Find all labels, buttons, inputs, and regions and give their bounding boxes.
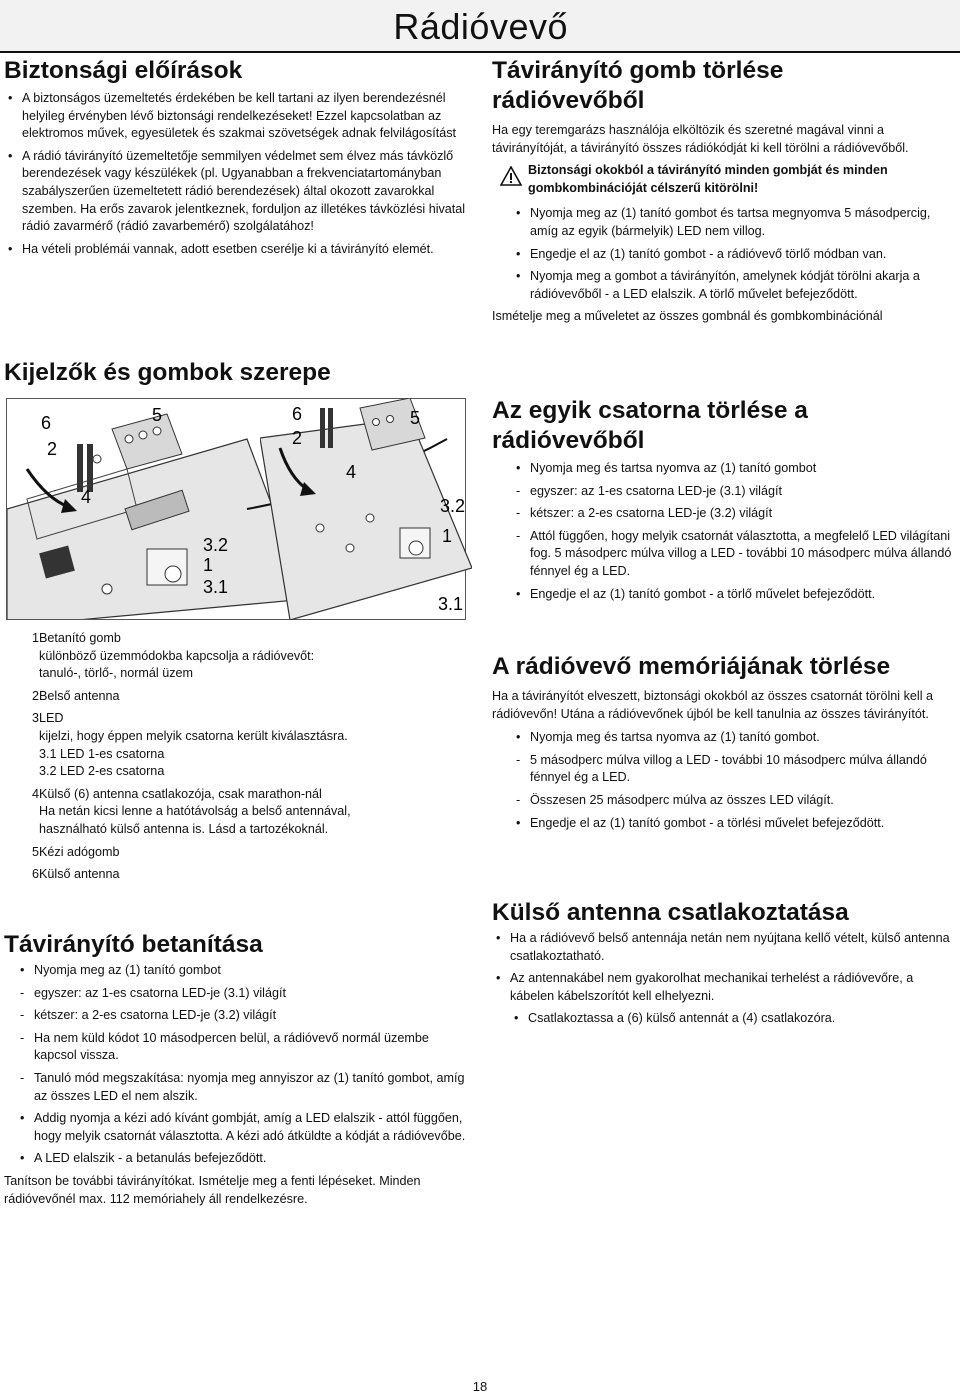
list-item: • A biztonságos üzemeltetés érdekében be kell tartani az ilyen berendezésnél helyileg érvényben lévő biztonsági rendelkezéseket! Ezzel kapcsolatban az elektromos művek, egyesületek és szakmai szövetségek adnak felvilágosítást bbox=[4, 90, 474, 143]
list-item: - kétszer: a 2-es csatorna LED-je (3.2) világít bbox=[512, 505, 958, 523]
list-item: • Az antennakábel nem gyakorolhat mechanikai terhelést a rádióvevőre, a kábelen kábelszorítót kell elhelyezni. bbox=[492, 970, 958, 1005]
list-item: • A rádió távirányító üzemeltetője semmilyen védelmet sem élvez más távközlő berendezések vagy készülékek (pl. Ugyanabban a frekvenciatartományban szabályszerűen üzemeltetett rádió berendezések) által okozott zavarokkal szemben. Ha erős zavarok jelentkeznek, forduljon az illetékes távközlési hivatal rádió zavarmérő (rádió zavarbemérő) szolgálatához! bbox=[4, 148, 474, 236]
list-item: • Nyomja meg és tartsa nyomva az (1) tanító gombot. bbox=[512, 729, 958, 747]
list-item: • Nyomja meg és tartsa nyomva az (1) tanító gombot bbox=[512, 460, 958, 478]
legend-row: 2 Belső antenna bbox=[32, 688, 120, 703]
list-item: - Tanuló mód megszakítása: nyomja meg annyiszor az (1) tanító gombot, amíg az összes LED el nem alszik. bbox=[16, 1070, 474, 1105]
page-title: Rádióvevő bbox=[393, 6, 568, 47]
channel-delete-title: Az egyik csatorna törlése a rádióvevőből bbox=[492, 397, 808, 454]
list-item: • Nyomja meg az (1) tanító gombot és tartsa megnyomva 5 másodpercig, amíg az egyik (bármelyik) LED nem villog. bbox=[512, 205, 958, 240]
teach-title: Távirányító betanítása bbox=[4, 931, 263, 958]
list-item: - egyszer: az 1-es csatorna LED-je (3.1) világít bbox=[16, 985, 474, 1003]
list-item: - Összesen 25 másodperc múlva az összes LED világít. bbox=[512, 792, 958, 810]
antenna-title: Külső antenna csatlakoztatása bbox=[492, 899, 849, 926]
list-item: • Csatlakoztassa a (6) külső antennát a (4) csatlakozóra. bbox=[510, 1010, 958, 1028]
list-item: • Ha a rádióvevő belső antennája netán nem nyújtana kellő vételt, külső antenna csatlakoztatható. bbox=[492, 930, 958, 965]
displays-title: Kijelzők és gombok szerepe bbox=[4, 359, 331, 386]
list-item: • Ha vételi problémái vannak, adott esetben cserélje ki a távirányító elemét. bbox=[4, 241, 474, 259]
label-3-1: 3.1 bbox=[438, 594, 464, 614]
safety-list bbox=[4, 90, 474, 258]
list-item: • Engedje el az (1) tanító gombot - a törlő művelet befejeződött. bbox=[512, 586, 958, 604]
warning-icon bbox=[500, 166, 522, 186]
page-number: 18 bbox=[472, 1379, 488, 1393]
label-3-2: 3.2 bbox=[440, 496, 466, 516]
label-3-2: 3.2 bbox=[203, 535, 229, 555]
teach-section bbox=[4, 930, 474, 1208]
label-1: 1 bbox=[442, 526, 453, 546]
label-6: 6 bbox=[292, 404, 303, 424]
remote-delete-footer: Ismételje meg a műveletet az összes gombnál és gombkombinációnál bbox=[492, 309, 883, 324]
label-5: 5 bbox=[410, 408, 421, 428]
label-2: 2 bbox=[47, 439, 58, 459]
legend-row: 3 LED kijelzi, hogy éppen melyik csatorna került kiválasztásra. 3.1 LED 1-es csatorna 3.2 LED 2-es csatorna bbox=[32, 711, 348, 779]
label-4: 4 bbox=[346, 462, 357, 482]
remote-delete-section bbox=[492, 56, 958, 326]
list-item: - egyszer: az 1-es csatorna LED-je (3.1) világít bbox=[512, 483, 958, 501]
receiver-figure-right bbox=[260, 398, 472, 620]
header-divider bbox=[0, 51, 960, 53]
safety-title: Biztonsági előírások bbox=[4, 57, 243, 84]
antenna-section bbox=[492, 898, 958, 1033]
memory-delete-title: A rádióvevő memóriájának törlése bbox=[492, 653, 891, 680]
label-4: 4 bbox=[81, 487, 92, 507]
label-6: 6 bbox=[41, 413, 52, 433]
label-3-1: 3.1 bbox=[203, 577, 229, 597]
remote-delete-title: Távirányító gomb törlése rádióvevőből bbox=[492, 57, 784, 114]
list-item: - kétszer: a 2-es csatorna LED-je (3.2) világít bbox=[16, 1007, 474, 1025]
legend-row: 5 Kézi adógomb bbox=[32, 844, 120, 859]
memory-delete-section bbox=[492, 652, 958, 837]
warning-text: Biztonsági okokból a távirányító minden gombját és minden gombkombinációját célszerű kitörölni! bbox=[528, 163, 888, 195]
label-1: 1 bbox=[203, 555, 214, 575]
channel-delete-list bbox=[512, 460, 958, 603]
list-item: • Engedje el az (1) tanító gombot - a törlési művelet befejeződött. bbox=[512, 815, 958, 833]
list-item: - Attól függően, hogy melyik csatornát választotta, a megfelelő LED világítani fog. 5 másodperc múlva villog a LED - további 10 másodperc múlva állandó fénnyel ég a LED. bbox=[512, 528, 958, 581]
memory-delete-list bbox=[512, 729, 958, 832]
displays-section bbox=[4, 358, 474, 388]
remote-delete-list bbox=[512, 205, 958, 303]
legend-row: 6 Külső antenna bbox=[32, 867, 120, 882]
antenna-list bbox=[492, 930, 958, 1028]
legend-row: 1 Betanító gomb különböző üzemmódokba kapcsolja a rádióvevőt: tanuló-, törlő-, normál üzem bbox=[32, 631, 315, 681]
safety-section bbox=[4, 56, 474, 263]
legend-row: 4 Külső (6) antenna csatlakozója, csak marathon-nál Ha netán kicsi lenne a hatótávolság a belső antennával, használható külső antenna is. Lásd a tartozékoknál. bbox=[32, 786, 351, 836]
channel-delete-section bbox=[492, 396, 958, 608]
memory-delete-intro: Ha a távirányítót elveszett, biztonsági okokból az összes csatornát törölni kell a rádióvevőn! Utána a rádióvevőnek újból be kell tanulnia az összes távirányítót. bbox=[492, 689, 934, 721]
list-item: - Ha nem küld kódot 10 másodpercen belül, a rádióvevő normál üzembe kapcsol vissza. bbox=[16, 1030, 474, 1065]
list-item: - 5 másodperc múlva villog a LED - további 10 másodperc múlva állandó fénnyel ég a LED. bbox=[512, 752, 958, 787]
legend bbox=[0, 630, 470, 889]
warning-block bbox=[492, 162, 932, 197]
list-item: • Addig nyomja a kézi adó kívánt gombját, amíg a LED elalszik - attól függően, hogy melyik csatornát választotta. A kézi adó átküldte a kódját a rádióvevőbe. bbox=[16, 1110, 474, 1145]
list-item: • A LED elalszik - a betanulás befejeződött. bbox=[16, 1150, 474, 1168]
remote-delete-intro: Ha egy teremgarázs használója elköltözik és szeretné magával vinni a távirányítóját, a távirányító összes rádiókódját ki kell törölni a rádióvevőből. bbox=[492, 123, 909, 155]
teach-footer: Tanítson be további távirányítókat. Ismételje meg a fenti lépéseket. Minden rádióvevőnél max. 112 memóriahely áll rendelkezésre. bbox=[4, 1173, 421, 1206]
label-2: 2 bbox=[292, 428, 303, 448]
list-item: • Nyomja meg a gombot a távirányítón, amelynek kódját törölni akarja a rádióvevőből - a LED elalszik. A törlő művelet befejeződött. bbox=[512, 268, 958, 303]
list-item: • Engedje el az (1) tanító gombot - a rádióvevő törlő módban van. bbox=[512, 246, 958, 264]
list-item: • Nyomja meg az (1) tanító gombot bbox=[16, 962, 474, 980]
label-5: 5 bbox=[152, 405, 163, 425]
receiver-diagram-detail bbox=[260, 398, 472, 620]
teach-list bbox=[16, 962, 474, 1168]
